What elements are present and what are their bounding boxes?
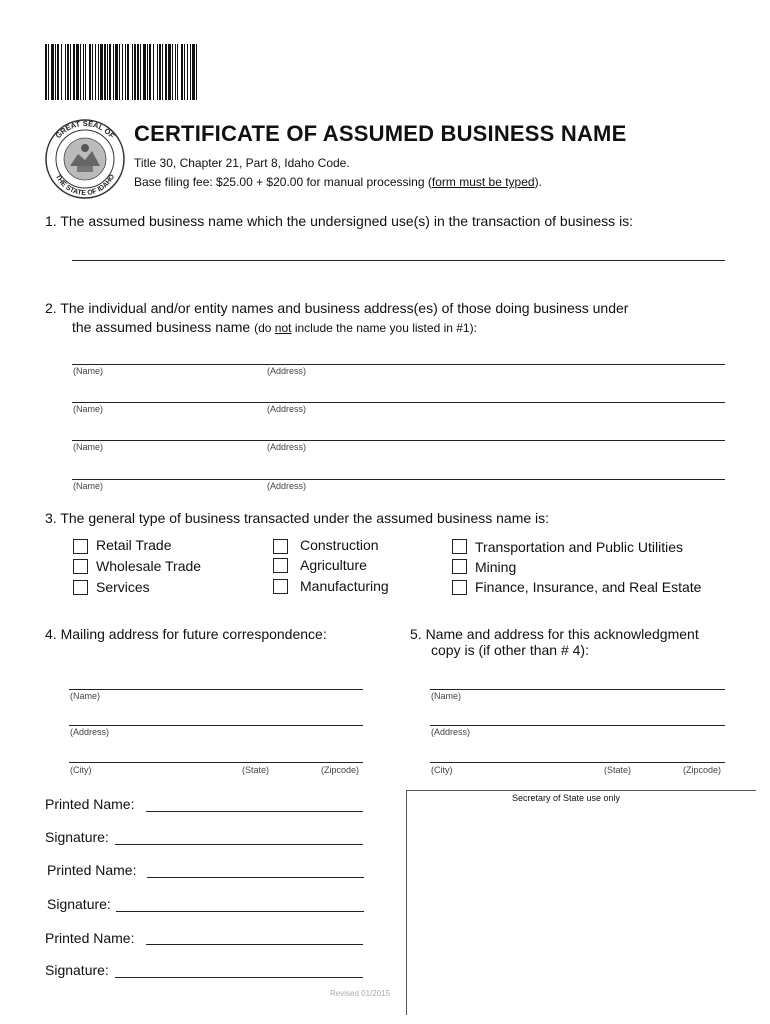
barcode-bar <box>73 44 75 100</box>
barcode-bar <box>187 44 188 100</box>
construction-checkbox[interactable] <box>273 539 288 554</box>
barcode-bar <box>175 44 176 100</box>
q2-post: include the name you listed in #1): <box>291 321 477 335</box>
barcode-bar <box>70 44 71 100</box>
ack-city-state-zip-field[interactable] <box>430 762 725 763</box>
barcode <box>45 44 197 100</box>
barcode-bar <box>149 44 151 100</box>
barcode-bar <box>181 44 183 100</box>
barcode-bar <box>122 44 123 100</box>
mailing-city-state-zip-field[interactable] <box>69 762 363 763</box>
owner-line[interactable] <box>72 364 725 365</box>
barcode-bar <box>162 44 163 100</box>
svg-text:THE STATE OF IDAHO: THE STATE OF IDAHO <box>53 173 117 198</box>
manufacturing-label: Manufacturing <box>300 578 389 594</box>
barcode-bar <box>157 44 158 100</box>
barcode-bar <box>76 44 79 100</box>
manufacturing-checkbox[interactable] <box>273 579 288 594</box>
signature-field-3[interactable] <box>115 977 363 978</box>
barcode-bar <box>98 44 99 100</box>
name-label: (Name) <box>73 442 104 452</box>
address-label: (Address) <box>267 481 307 491</box>
transportation-label: Transportation and Public Utilities <box>475 539 684 555</box>
barcode-bar <box>192 44 195 100</box>
barcode-bar <box>89 44 91 100</box>
agriculture-checkbox[interactable] <box>273 558 288 573</box>
barcode-bar <box>184 44 185 100</box>
printed-name-field-3[interactable] <box>146 944 363 945</box>
owner-line[interactable] <box>72 402 725 403</box>
printed-name-field-1[interactable] <box>146 811 363 812</box>
question-2-line2 <box>72 319 477 335</box>
printed-name-label-1: Printed Name: <box>45 796 135 812</box>
mining-label: Mining <box>475 559 517 575</box>
barcode-bar <box>119 44 120 100</box>
barcode-bar <box>113 44 114 100</box>
mailing-name-label: (Name) <box>70 691 101 701</box>
barcode-bar <box>109 44 111 100</box>
ack-name-label: (Name) <box>431 691 462 701</box>
barcode-bar <box>177 44 178 100</box>
mining-checkbox[interactable] <box>452 559 467 574</box>
barcode-bar <box>125 44 126 100</box>
name-label: (Name) <box>73 366 104 376</box>
question-3-label: 3. The general type of business transacted under the assumed business name is: <box>45 510 550 526</box>
wholesale-trade-label: Wholesale Trade <box>96 558 202 574</box>
printed-name-field-2[interactable] <box>147 877 364 878</box>
barcode-bar <box>132 44 133 100</box>
barcode-bar <box>80 44 81 100</box>
services-label: Services <box>96 579 150 595</box>
barcode-bar <box>95 44 96 100</box>
fee-prefix: Base filing fee: $25.00 + $20.00 for manual processing ( <box>134 175 432 189</box>
barcode-bar <box>143 44 146 100</box>
transportation-checkbox[interactable] <box>452 539 467 554</box>
barcode-bar <box>48 44 49 100</box>
wholesale-trade-checkbox[interactable] <box>73 559 88 574</box>
barcode-bar <box>147 44 148 100</box>
barcode-bar <box>51 44 54 100</box>
owner-line[interactable] <box>72 479 725 480</box>
barcode-bar <box>115 44 118 100</box>
barcode-bar <box>134 44 136 100</box>
mailing-address-field[interactable] <box>69 725 363 726</box>
printed-name-label-3: Printed Name: <box>45 930 135 946</box>
barcode-bar <box>83 44 84 100</box>
q2-main: the assumed business name <box>72 319 255 335</box>
barcode-bar <box>65 44 66 100</box>
barcode-bar <box>172 44 173 100</box>
secretary-of-state-box <box>406 790 756 1015</box>
finance-checkbox[interactable] <box>452 580 467 595</box>
mailing-state-label: (State) <box>242 765 270 775</box>
assumed-name-field[interactable] <box>72 260 725 261</box>
printed-name-label-2: Printed Name: <box>47 862 137 878</box>
address-label: (Address) <box>267 366 307 376</box>
form-must-be-typed-text: form must be typed <box>431 175 535 189</box>
mailing-city-label: (City) <box>70 765 92 775</box>
barcode-bar <box>45 44 47 100</box>
barcode-bar <box>85 44 86 100</box>
retail-trade-checkbox[interactable] <box>73 539 88 554</box>
svg-text:GREAT SEAL OF: GREAT SEAL OF <box>53 118 117 141</box>
question-1-label: 1. The assumed business name which the undersigned use(s) in the transaction of business is: <box>45 213 634 229</box>
filing-fee-text <box>134 175 542 189</box>
barcode-bar <box>127 44 129 100</box>
fee-suffix: ). <box>534 175 542 189</box>
question-5-line1: 5. Name and address for this acknowledgment <box>410 626 699 642</box>
barcode-bar <box>168 44 171 100</box>
barcode-bar <box>190 44 191 100</box>
barcode-bar <box>92 44 93 100</box>
mailing-zip-label: (Zipcode) <box>321 765 360 775</box>
barcode-bar <box>57 44 59 100</box>
signature-field-2[interactable] <box>116 911 364 912</box>
services-checkbox[interactable] <box>73 580 88 595</box>
barcode-bar <box>196 44 197 100</box>
agriculture-label: Agriculture <box>300 557 367 573</box>
barcode-bar <box>55 44 56 100</box>
barcode-bar <box>165 44 167 100</box>
mailing-name-field[interactable] <box>69 689 363 690</box>
ack-address-label: (Address) <box>431 727 471 737</box>
statute-reference: Title 30, Chapter 21, Part 8, Idaho Code. <box>134 156 350 170</box>
signature-label-1: Signature: <box>45 829 109 845</box>
mailing-address-label: (Address) <box>70 727 110 737</box>
name-label: (Name) <box>73 481 104 491</box>
signature-label-2: Signature: <box>47 896 111 912</box>
secretary-of-state-label: Secretary of State use only <box>512 793 621 803</box>
q2-not: not <box>274 321 292 335</box>
barcode-bar <box>107 44 108 100</box>
form-title: CERTIFICATE OF ASSUMED BUSINESS NAME <box>134 121 627 146</box>
signature-field-1[interactable] <box>115 844 363 845</box>
state-seal-icon <box>44 118 126 200</box>
owner-line[interactable] <box>72 440 725 441</box>
address-label: (Address) <box>267 404 307 414</box>
question-4-label: 4. Mailing address for future correspondence: <box>45 626 327 642</box>
barcode-bar <box>100 44 103 100</box>
question-5-line2: copy is (if other than # 4): <box>431 642 589 658</box>
retail-trade-label: Retail Trade <box>96 537 172 553</box>
barcode-bar <box>153 44 154 100</box>
barcode-bar <box>104 44 106 100</box>
barcode-bar <box>67 44 69 100</box>
address-label: (Address) <box>267 442 307 452</box>
barcode-bar <box>140 44 141 100</box>
construction-label: Construction <box>300 537 379 553</box>
ack-zip-label: (Zipcode) <box>683 765 722 775</box>
barcode-bar <box>137 44 139 100</box>
name-label: (Name) <box>73 404 104 414</box>
barcode-bar <box>61 44 62 100</box>
ack-name-field[interactable] <box>430 689 725 690</box>
ack-address-field[interactable] <box>430 725 725 726</box>
q2-pre: (do <box>254 321 275 335</box>
signature-label-3: Signature: <box>45 962 109 978</box>
revision-date: Revised 01/2015 <box>330 989 391 998</box>
ack-city-label: (City) <box>431 765 453 775</box>
ack-state-label: (State) <box>604 765 632 775</box>
barcode-bar <box>159 44 161 100</box>
finance-label: Finance, Insurance, and Real Estate <box>475 579 702 595</box>
question-2-line1: 2. The individual and/or entity names and business address(es) of those doing business under <box>45 300 629 316</box>
